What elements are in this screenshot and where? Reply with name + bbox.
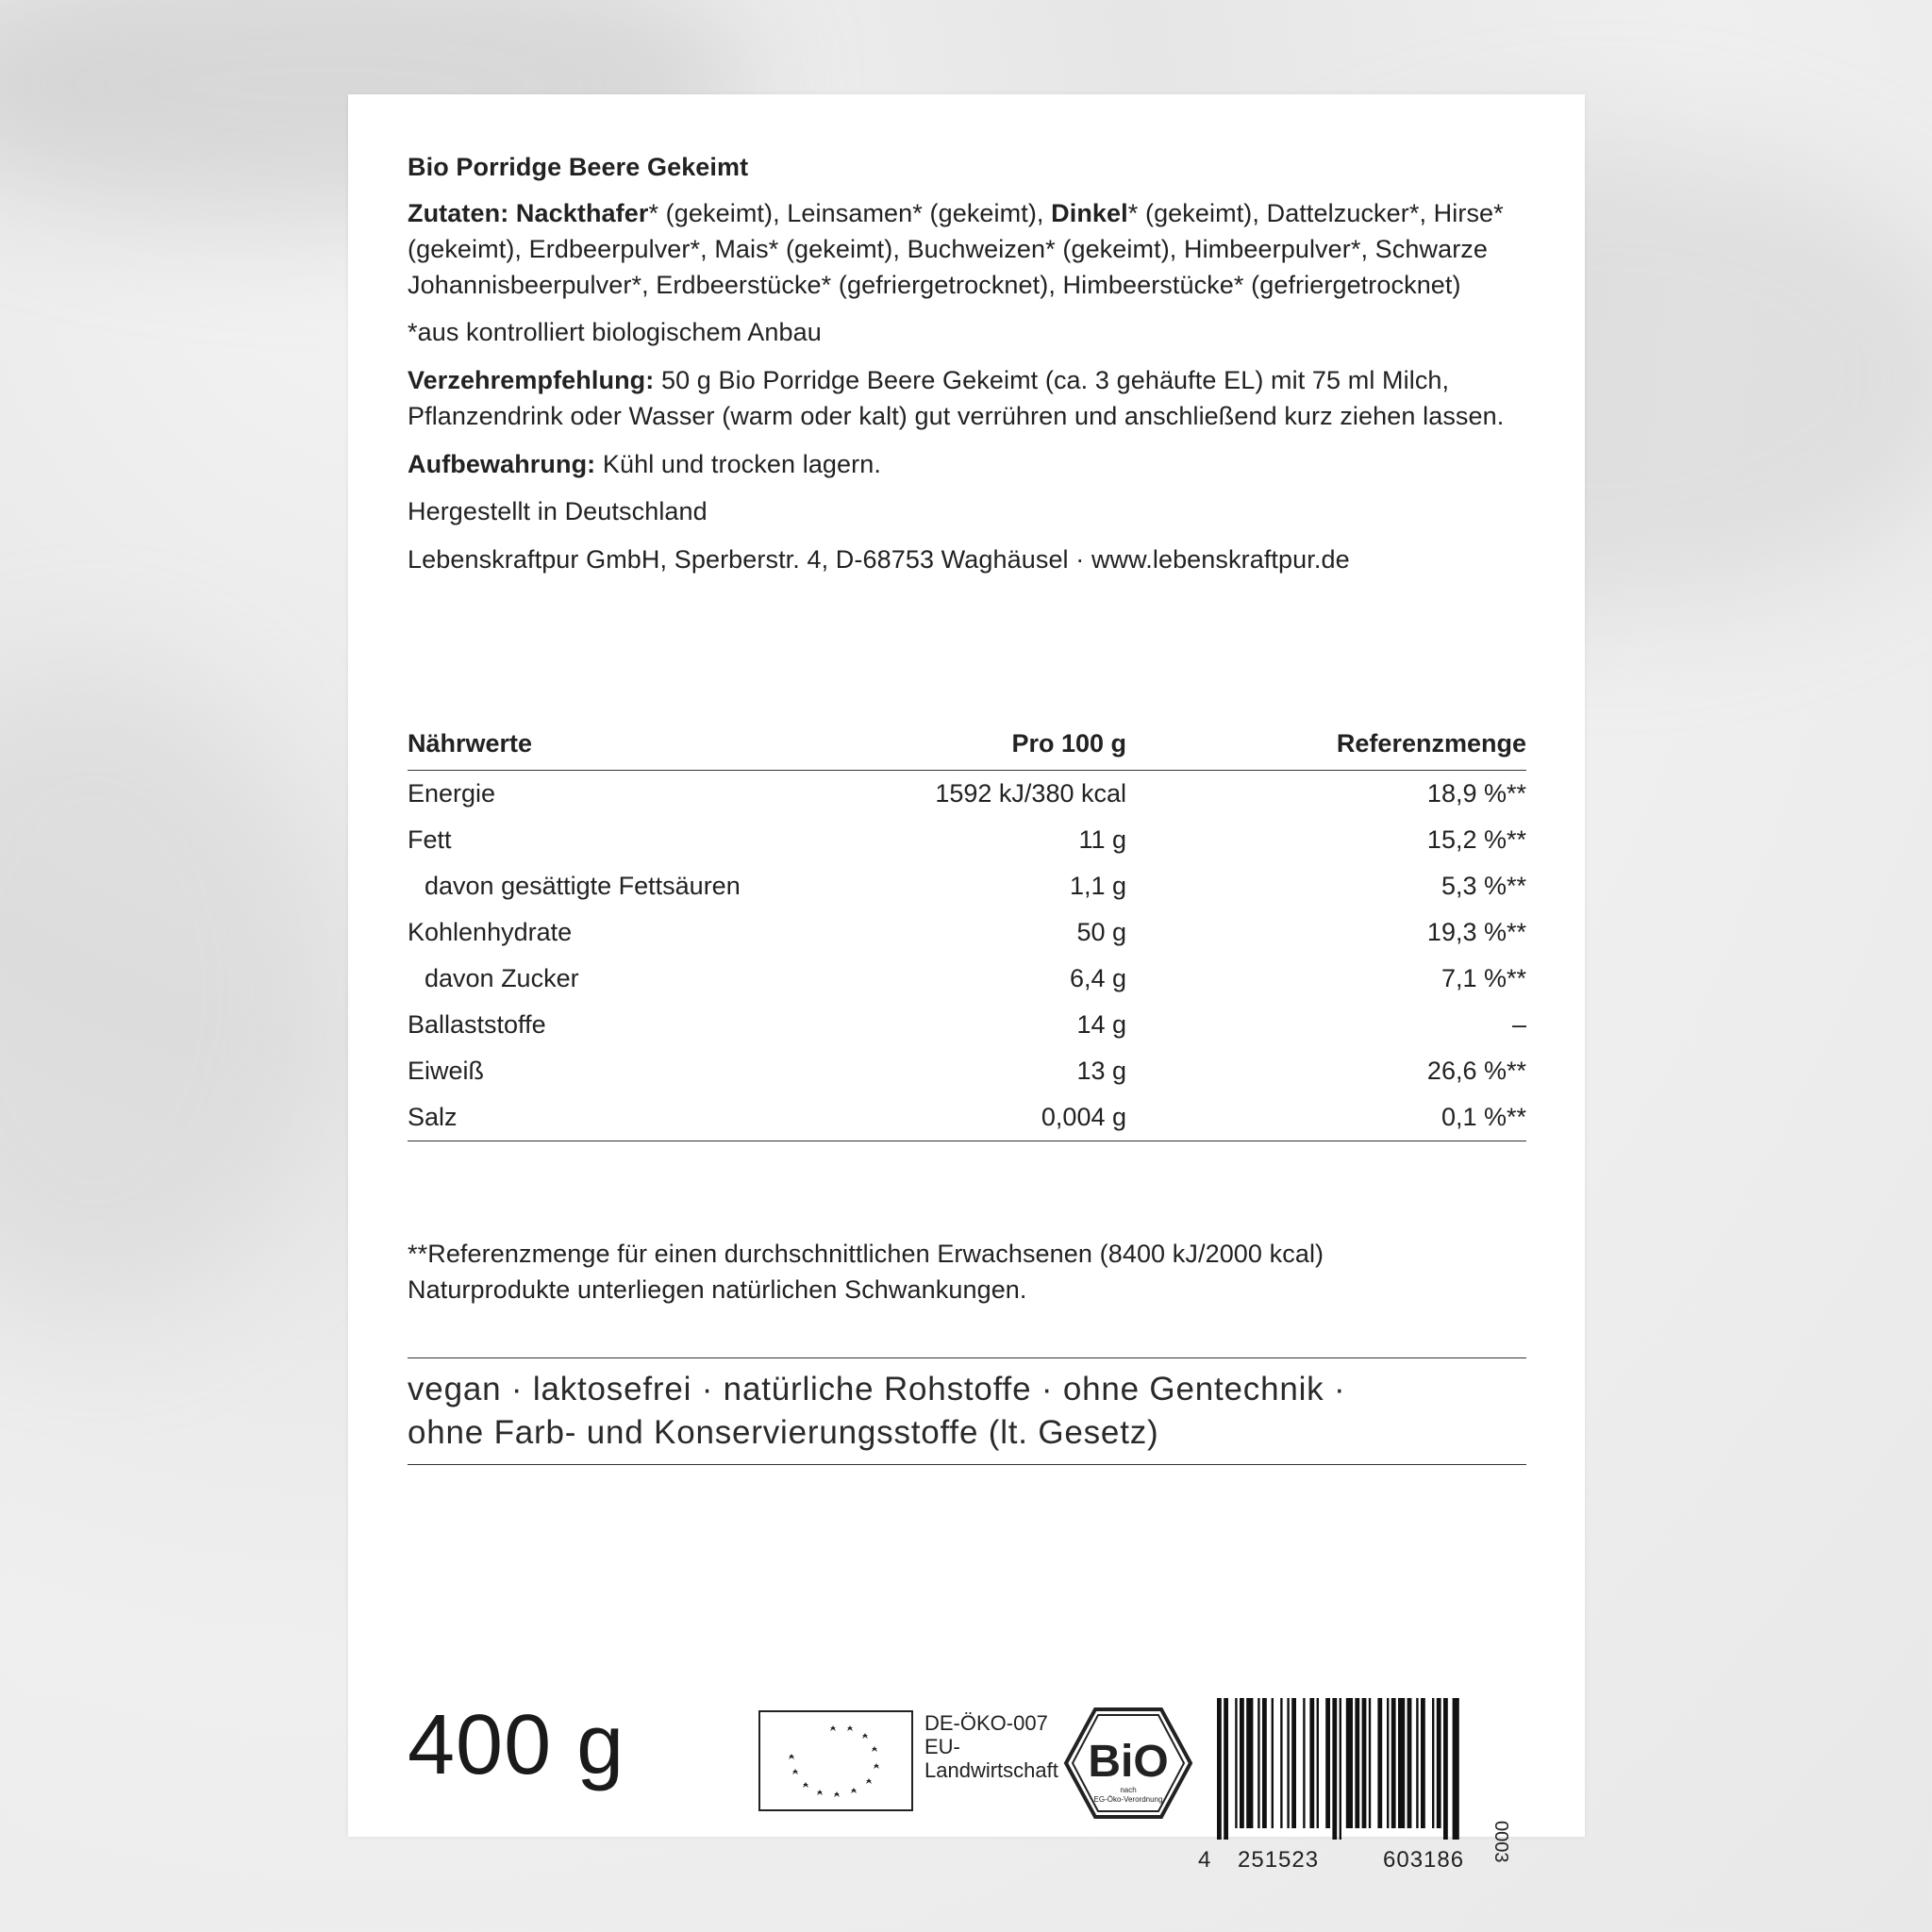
eu-organic-code <box>924 1711 1058 1782</box>
recommendation-body: 50 g Bio Porridge Beere Gekeimt (ca. 3 gehäufte EL) mit 75 ml Milch, Pflanzendrink oder Wasser (warm oder kalt) gut verrühren und anschließend kurz ziehen lassen. <box>408 366 1505 430</box>
table-row <box>408 863 1526 909</box>
barcode-bar <box>1262 1698 1267 1828</box>
table-row <box>408 771 1526 818</box>
nutrient-name: Eiweiß <box>408 1057 485 1085</box>
bio-hexagon-icon <box>1062 1706 1194 1821</box>
nutrient-name: Ballaststoffe <box>408 1010 546 1039</box>
nutrient-per100: 1592 kJ/380 kcal <box>935 779 1126 808</box>
barcode-bar <box>1443 1698 1448 1840</box>
storage-text <box>408 446 881 482</box>
natural-variation-note: Naturprodukte unterliegen natürlichen Schwankungen. <box>408 1275 1027 1304</box>
bio-seal-small-2: EG-Öko-Verordnung <box>1093 1795 1163 1804</box>
origin-text: Hergestellt in Deutschland <box>408 497 708 525</box>
nutrient-ref: 7,1 %** <box>1441 964 1526 992</box>
nutrient-name: davon Zucker <box>425 964 579 992</box>
barcode-bar <box>1437 1698 1441 1828</box>
nutrient-per100: 11 g <box>1078 825 1126 854</box>
net-weight: 400 g <box>408 1698 625 1792</box>
product-title: Bio Porridge Beere Gekeimt <box>408 153 749 181</box>
nutrient-per100: 50 g <box>1076 918 1126 946</box>
table-row <box>408 817 1526 863</box>
nutrition-header-row <box>408 717 1526 771</box>
barcode-bar <box>1280 1698 1282 1828</box>
ean-barcode <box>1217 1698 1528 1840</box>
barcode-bar <box>1387 1698 1389 1828</box>
nutrient-per100: 6,4 g <box>1069 964 1126 992</box>
barcode-side-number: 0003 <box>1491 1821 1511 1863</box>
nutrition-table <box>408 717 1526 1141</box>
nutrition-footnote: **Referenzmenge für einen durchschnittlichen Erwachsenen (8400 kJ/2000 kcal) <box>408 1240 1324 1268</box>
ingredients-label: Zutaten: <box>408 199 509 227</box>
barcode-bar <box>1355 1698 1359 1828</box>
barcode-digit-first: 4 <box>1198 1847 1211 1873</box>
nutrient-per100: 0,004 g <box>815 1094 1126 1141</box>
table-row <box>408 1002 1526 1048</box>
barcode-bar <box>1235 1698 1237 1828</box>
nutrient-ref: 0,1 %** <box>1126 1094 1526 1141</box>
claims-line-1: vegan · laktosefrei · natürliche Rohstoffe · ohne Gentechnik · <box>408 1371 1346 1407</box>
nutrient-ref: 19,3 %** <box>1426 918 1526 946</box>
table-row <box>408 956 1526 1002</box>
recommendation-text <box>408 362 1526 434</box>
storage-body: Kühl und trocken lagern. <box>595 450 881 478</box>
nutrient-name: Energie <box>408 779 496 808</box>
nutrient-name: Salz <box>408 1094 815 1141</box>
claims-line-2: ohne Farb- und Konservierungsstoffe (lt. Gesetz) <box>408 1414 1159 1451</box>
barcode-bar <box>1240 1698 1244 1828</box>
barcode-bar <box>1332 1698 1337 1840</box>
table-row <box>408 1048 1526 1094</box>
barcode-bar <box>1325 1698 1330 1828</box>
ingredient-spelt: Dinkel <box>1051 199 1128 227</box>
barcode-bar <box>1217 1698 1222 1840</box>
barcode-bar <box>1340 1698 1341 1840</box>
eu-line-2: EU- <box>924 1735 960 1758</box>
storage-label: Aufbewahrung: <box>408 450 596 478</box>
eu-line-3: Landwirtschaft <box>924 1758 1058 1782</box>
barcode-bar <box>1224 1698 1228 1840</box>
barcode-bar <box>1309 1698 1314 1828</box>
eu-leaf-stars-icon <box>760 1712 911 1809</box>
barcode-bar <box>1303 1698 1305 1828</box>
nutrient-name: Fett <box>408 825 452 854</box>
nutrient-per100: 13 g <box>1076 1057 1126 1085</box>
barcode-bar <box>1291 1698 1296 1828</box>
nutrient-name: davon gesättigte Fettsäuren <box>425 872 741 900</box>
barcode-bar <box>1453 1698 1459 1840</box>
barcode-bar <box>1257 1698 1259 1828</box>
nutrient-ref: – <box>1511 1010 1526 1039</box>
barcode-bar <box>1407 1698 1412 1828</box>
nutrient-ref: 26,6 %** <box>1426 1057 1526 1085</box>
barcode-bar <box>1287 1698 1289 1828</box>
bio-seal-text: BiO <box>1088 1737 1169 1787</box>
barcode-bar <box>1246 1698 1253 1828</box>
barcode-bar <box>1346 1698 1353 1828</box>
bio-note: *aus kontrolliert biologischem Anbau <box>408 318 822 346</box>
nutrient-name: Kohlenhydrate <box>408 918 573 946</box>
barcode-bar <box>1272 1698 1274 1828</box>
barcode-bar <box>1398 1698 1405 1828</box>
nutrition-header-ref: Referenzmenge <box>1126 717 1526 771</box>
nutrient-per100: 14 g <box>1076 1010 1126 1039</box>
nutrition-header-name: Nährwerte <box>408 717 815 771</box>
barcode-bar <box>1369 1698 1371 1828</box>
manufacturer-address: Lebenskraftpur GmbH, Sperberstr. 4, D-68753 Waghäusel · www.lebenskraftpur.de <box>408 545 1350 574</box>
barcode-bar <box>1421 1698 1425 1828</box>
barcode-bar <box>1362 1698 1367 1828</box>
ingredients-text <box>408 195 1526 303</box>
ingredients-part2: * (gekeimt), Dattelzucker*, Hirse* (gekeimt), Erdbeerpulver*, Mais* (gekeimt), Buchweizen* (gekeimt), Himbeerpulver*, Schwarze Johannisbeerpulver*, Erdbeerstücke* (gefriergetrocknet), Himbeerstücke* (gefriergetrocknet) <box>408 199 1504 299</box>
bio-seal-small-1: nach <box>1120 1786 1137 1794</box>
barcode-bar <box>1391 1698 1396 1828</box>
product-label <box>348 94 1585 1873</box>
recommendation-label: Verzehrempfehlung: <box>408 366 655 394</box>
barcode-bar <box>1377 1698 1382 1828</box>
bio-seal-icon <box>1062 1706 1194 1821</box>
barcode-bar <box>1317 1698 1319 1828</box>
nutrient-ref: 5,3 %** <box>1441 872 1526 900</box>
table-row <box>408 909 1526 956</box>
eu-organic-leaf-icon <box>758 1710 913 1811</box>
barcode-group-1: 251523 <box>1238 1847 1320 1873</box>
barcode-bar <box>1416 1698 1418 1828</box>
table-row <box>408 1094 1526 1141</box>
nutrient-ref: 18,9 %** <box>1426 779 1526 808</box>
ingredients-part1: * (gekeimt), Leinsamen* (gekeimt), <box>648 199 1052 227</box>
barcode-group-2: 603186 <box>1383 1847 1465 1873</box>
barcode-bar <box>1432 1698 1434 1828</box>
product-claims <box>408 1357 1526 1465</box>
eu-code-line: DE-ÖKO-007 <box>924 1711 1048 1735</box>
nutrient-per100: 1,1 g <box>1069 872 1126 900</box>
nutrient-ref: 15,2 %** <box>1426 825 1526 854</box>
nutrition-header-per100: Pro 100 g <box>815 717 1126 771</box>
ingredient-oat: Nackthafer <box>515 199 649 227</box>
